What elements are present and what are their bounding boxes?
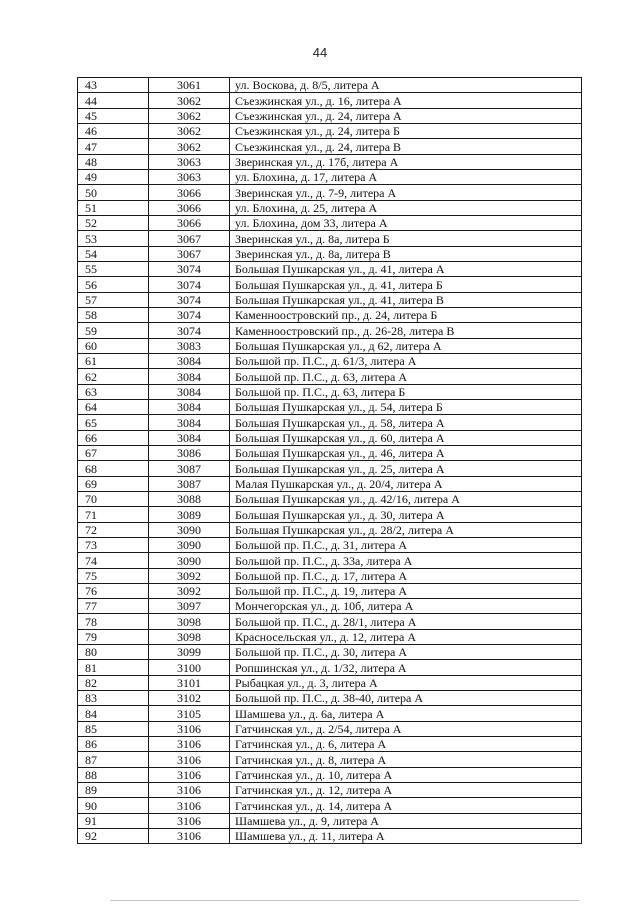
row-code-cell: 3106 <box>149 767 230 782</box>
row-address-cell: Большая Пушкарская ул., д. 60, литера А <box>230 430 582 445</box>
row-code-cell: 3074 <box>149 323 230 338</box>
row-address-cell: Ропшинская ул., д. 1/32, литера А <box>230 660 582 675</box>
row-number-cell: 44 <box>78 93 149 108</box>
table-row <box>78 231 582 246</box>
address-table-body <box>78 78 582 844</box>
row-address-cell: Съезжинская ул., д. 24, литера Б <box>230 123 582 138</box>
row-address-cell: Большой пр. П.С., д. 33а, литера А <box>230 553 582 568</box>
row-code-cell: 3106 <box>149 752 230 767</box>
row-code-cell: 3087 <box>149 476 230 491</box>
table-row <box>78 215 582 230</box>
table-row <box>78 93 582 108</box>
table-row <box>78 522 582 537</box>
table-row <box>78 338 582 353</box>
table-row <box>78 430 582 445</box>
table-row <box>78 507 582 522</box>
table-row <box>78 813 582 828</box>
row-code-cell: 3090 <box>149 522 230 537</box>
row-code-cell: 3067 <box>149 231 230 246</box>
row-address-cell: Большая Пушкарская ул., д. 41, литера В <box>230 292 582 307</box>
row-number-cell: 74 <box>78 553 149 568</box>
row-number-cell: 87 <box>78 752 149 767</box>
row-number-cell: 75 <box>78 568 149 583</box>
row-address-cell: Каменноостровский пр., д. 24, литера Б <box>230 307 582 322</box>
row-address-cell: Красносельская ул., д. 12, литера А <box>230 629 582 644</box>
row-address-cell: Рыбацкая ул., д. 3, литера А <box>230 675 582 690</box>
row-code-cell: 3074 <box>149 292 230 307</box>
row-number-cell: 47 <box>78 139 149 154</box>
row-number-cell: 88 <box>78 767 149 782</box>
row-number-cell: 76 <box>78 583 149 598</box>
row-address-cell: Гатчинская ул., д. 2/54, литера А <box>230 721 582 736</box>
row-address-cell: Съезжинская ул., д. 24, литера В <box>230 139 582 154</box>
row-code-cell: 3067 <box>149 246 230 261</box>
row-number-cell: 49 <box>78 169 149 184</box>
row-code-cell: 3098 <box>149 629 230 644</box>
table-row <box>78 491 582 506</box>
row-address-cell: Большой пр. П.С., д. 30, литера А <box>230 645 582 660</box>
row-number-cell: 77 <box>78 599 149 614</box>
row-number-cell: 58 <box>78 307 149 322</box>
table-row <box>78 614 582 629</box>
row-address-cell: Гатчинская ул., д. 6, литера А <box>230 737 582 752</box>
row-number-cell: 86 <box>78 737 149 752</box>
row-number-cell: 79 <box>78 629 149 644</box>
row-address-cell: ул. Блохина, д. 17, литера А <box>230 169 582 184</box>
table-row <box>78 783 582 798</box>
row-number-cell: 62 <box>78 369 149 384</box>
row-code-cell: 3061 <box>149 78 230 93</box>
row-number-cell: 56 <box>78 277 149 292</box>
table-row <box>78 384 582 399</box>
row-number-cell: 57 <box>78 292 149 307</box>
row-address-cell: Гатчинская ул., д. 8, литера А <box>230 752 582 767</box>
row-number-cell: 60 <box>78 338 149 353</box>
row-code-cell: 3106 <box>149 783 230 798</box>
row-number-cell: 91 <box>78 813 149 828</box>
row-address-cell: Большая Пушкарская ул., д. 54, литера Б <box>230 399 582 414</box>
row-code-cell: 3084 <box>149 369 230 384</box>
row-number-cell: 65 <box>78 415 149 430</box>
row-address-cell: Шамшева ул., д. 9, литера А <box>230 813 582 828</box>
row-address-cell: Большая Пушкарская ул., д 62, литера А <box>230 338 582 353</box>
row-address-cell: Большой пр. П.С., д. 31, литера А <box>230 537 582 552</box>
row-address-cell: Каменноостровский пр., д. 26-28, литера В <box>230 323 582 338</box>
row-code-cell: 3086 <box>149 445 230 460</box>
row-number-cell: 48 <box>78 154 149 169</box>
row-number-cell: 80 <box>78 645 149 660</box>
table-row <box>78 583 582 598</box>
row-address-cell: Большой пр. П.С., д. 61/3, литера А <box>230 353 582 368</box>
row-address-cell: Большой пр. П.С., д. 19, литера А <box>230 583 582 598</box>
row-number-cell: 85 <box>78 721 149 736</box>
table-row <box>78 399 582 414</box>
row-address-cell: Большой пр. П.С., д. 63, литера А <box>230 369 582 384</box>
row-address-cell: Гатчинская ул., д. 14, литера А <box>230 798 582 813</box>
row-code-cell: 3106 <box>149 798 230 813</box>
table-row <box>78 261 582 276</box>
row-code-cell: 3099 <box>149 645 230 660</box>
row-address-cell: Съезжинская ул., д. 24, литера А <box>230 108 582 123</box>
row-address-cell: Большая Пушкарская ул., д. 41, литера Б <box>230 277 582 292</box>
row-number-cell: 67 <box>78 445 149 460</box>
row-address-cell: Большой пр. П.С., д. 17, литера А <box>230 568 582 583</box>
table-row <box>78 169 582 184</box>
row-code-cell: 3062 <box>149 139 230 154</box>
row-address-cell: Шамшева ул., д. 6а, литера А <box>230 706 582 721</box>
table-row <box>78 200 582 215</box>
row-address-cell: Зверинская ул., д. 8а, литера Б <box>230 231 582 246</box>
table-row <box>78 246 582 261</box>
row-address-cell: Большая Пушкарская ул., д. 41, литера А <box>230 261 582 276</box>
row-number-cell: 73 <box>78 537 149 552</box>
table-row <box>78 721 582 736</box>
row-number-cell: 63 <box>78 384 149 399</box>
row-number-cell: 72 <box>78 522 149 537</box>
row-address-cell: Большой пр. П.С., д. 63, литера Б <box>230 384 582 399</box>
table-row <box>78 660 582 675</box>
row-code-cell: 3105 <box>149 706 230 721</box>
row-address-cell: Большая Пушкарская ул., д. 25, литера А <box>230 461 582 476</box>
row-code-cell: 3097 <box>149 599 230 614</box>
row-number-cell: 54 <box>78 246 149 261</box>
table-row <box>78 78 582 93</box>
table-row <box>78 445 582 460</box>
row-number-cell: 51 <box>78 200 149 215</box>
table-row <box>78 599 582 614</box>
page-number: 44 <box>312 45 328 60</box>
table-row <box>78 706 582 721</box>
row-number-cell: 46 <box>78 123 149 138</box>
row-address-cell: Гатчинская ул., д. 12, литера А <box>230 783 582 798</box>
table-row <box>78 139 582 154</box>
row-number-cell: 84 <box>78 706 149 721</box>
row-code-cell: 3084 <box>149 399 230 414</box>
row-number-cell: 68 <box>78 461 149 476</box>
row-code-cell: 3063 <box>149 154 230 169</box>
row-address-cell: ул. Воскова, д. 8/5, литера А <box>230 78 582 93</box>
row-address-cell: Малая Пушкарская ул., д. 20/4, литера А <box>230 476 582 491</box>
table-row <box>78 461 582 476</box>
table-row <box>78 537 582 552</box>
row-code-cell: 3062 <box>149 93 230 108</box>
table-row <box>78 675 582 690</box>
row-number-cell: 55 <box>78 261 149 276</box>
row-address-cell: Съезжинская ул., д. 16, литера А <box>230 93 582 108</box>
row-code-cell: 3084 <box>149 430 230 445</box>
row-code-cell: 3074 <box>149 277 230 292</box>
row-address-cell: Зверинская ул., д. 7-9, литера А <box>230 185 582 200</box>
row-address-cell: Большая Пушкарская ул., д. 42/16, литера А <box>230 491 582 506</box>
table-row <box>78 353 582 368</box>
row-code-cell: 3062 <box>149 123 230 138</box>
table-row <box>78 108 582 123</box>
row-code-cell: 3063 <box>149 169 230 184</box>
row-code-cell: 3088 <box>149 491 230 506</box>
row-code-cell: 3106 <box>149 721 230 736</box>
table-row <box>78 369 582 384</box>
row-number-cell: 81 <box>78 660 149 675</box>
row-address-cell: Большая Пушкарская ул., д. 30, литера А <box>230 507 582 522</box>
row-code-cell: 3084 <box>149 384 230 399</box>
row-address-cell: Большой пр. П.С., д. 38-40, литера А <box>230 691 582 706</box>
row-code-cell: 3092 <box>149 568 230 583</box>
table-row <box>78 645 582 660</box>
row-code-cell: 3089 <box>149 507 230 522</box>
row-number-cell: 43 <box>78 78 149 93</box>
row-number-cell: 69 <box>78 476 149 491</box>
row-number-cell: 61 <box>78 353 149 368</box>
row-number-cell: 89 <box>78 783 149 798</box>
table-row <box>78 737 582 752</box>
table-row <box>78 123 582 138</box>
row-number-cell: 64 <box>78 399 149 414</box>
table-row <box>78 553 582 568</box>
table-row <box>78 752 582 767</box>
row-code-cell: 3098 <box>149 614 230 629</box>
row-number-cell: 50 <box>78 185 149 200</box>
row-code-cell: 3106 <box>149 829 230 844</box>
row-code-cell: 3066 <box>149 215 230 230</box>
row-code-cell: 3074 <box>149 307 230 322</box>
address-table <box>77 77 582 844</box>
row-code-cell: 3090 <box>149 553 230 568</box>
table-row <box>78 185 582 200</box>
row-address-cell: ул. Блохина, дом 33, литера А <box>230 215 582 230</box>
row-code-cell: 3092 <box>149 583 230 598</box>
table-row <box>78 691 582 706</box>
page-bottom-rule <box>110 900 580 901</box>
row-address-cell: Зверинская ул., д. 17б, литера А <box>230 154 582 169</box>
table-row <box>78 798 582 813</box>
table-row <box>78 767 582 782</box>
row-code-cell: 3106 <box>149 737 230 752</box>
row-code-cell: 3083 <box>149 338 230 353</box>
row-number-cell: 82 <box>78 675 149 690</box>
row-code-cell: 3106 <box>149 813 230 828</box>
table-row <box>78 829 582 844</box>
table-row <box>78 415 582 430</box>
table-row <box>78 277 582 292</box>
row-address-cell: ул. Блохина, д. 25, литера А <box>230 200 582 215</box>
table-row <box>78 568 582 583</box>
table-row <box>78 292 582 307</box>
row-code-cell: 3066 <box>149 185 230 200</box>
row-address-cell: Большая Пушкарская ул., д. 46, литера А <box>230 445 582 460</box>
row-code-cell: 3084 <box>149 415 230 430</box>
row-address-cell: Гатчинская ул., д. 10, литера А <box>230 767 582 782</box>
row-number-cell: 83 <box>78 691 149 706</box>
table-row <box>78 323 582 338</box>
row-code-cell: 3102 <box>149 691 230 706</box>
row-address-cell: Большая Пушкарская ул., д. 28/2, литера А <box>230 522 582 537</box>
row-address-cell: Большой пр. П.С., д. 28/1, литера А <box>230 614 582 629</box>
row-address-cell: Большая Пушкарская ул., д. 58, литера А <box>230 415 582 430</box>
row-number-cell: 59 <box>78 323 149 338</box>
row-address-cell: Шамшева ул., д. 11, литера А <box>230 829 582 844</box>
table-row <box>78 307 582 322</box>
row-code-cell: 3074 <box>149 261 230 276</box>
table-row <box>78 154 582 169</box>
row-number-cell: 45 <box>78 108 149 123</box>
row-code-cell: 3090 <box>149 537 230 552</box>
row-code-cell: 3062 <box>149 108 230 123</box>
row-code-cell: 3084 <box>149 353 230 368</box>
table-row <box>78 476 582 491</box>
row-number-cell: 78 <box>78 614 149 629</box>
row-number-cell: 92 <box>78 829 149 844</box>
row-code-cell: 3101 <box>149 675 230 690</box>
row-number-cell: 70 <box>78 491 149 506</box>
row-number-cell: 52 <box>78 215 149 230</box>
row-code-cell: 3100 <box>149 660 230 675</box>
row-number-cell: 53 <box>78 231 149 246</box>
row-number-cell: 90 <box>78 798 149 813</box>
row-number-cell: 71 <box>78 507 149 522</box>
row-code-cell: 3087 <box>149 461 230 476</box>
row-code-cell: 3066 <box>149 200 230 215</box>
row-number-cell: 66 <box>78 430 149 445</box>
table-row <box>78 629 582 644</box>
row-address-cell: Мончегорская ул., д. 10б, литера А <box>230 599 582 614</box>
row-address-cell: Зверинская ул., д. 8а, литера В <box>230 246 582 261</box>
